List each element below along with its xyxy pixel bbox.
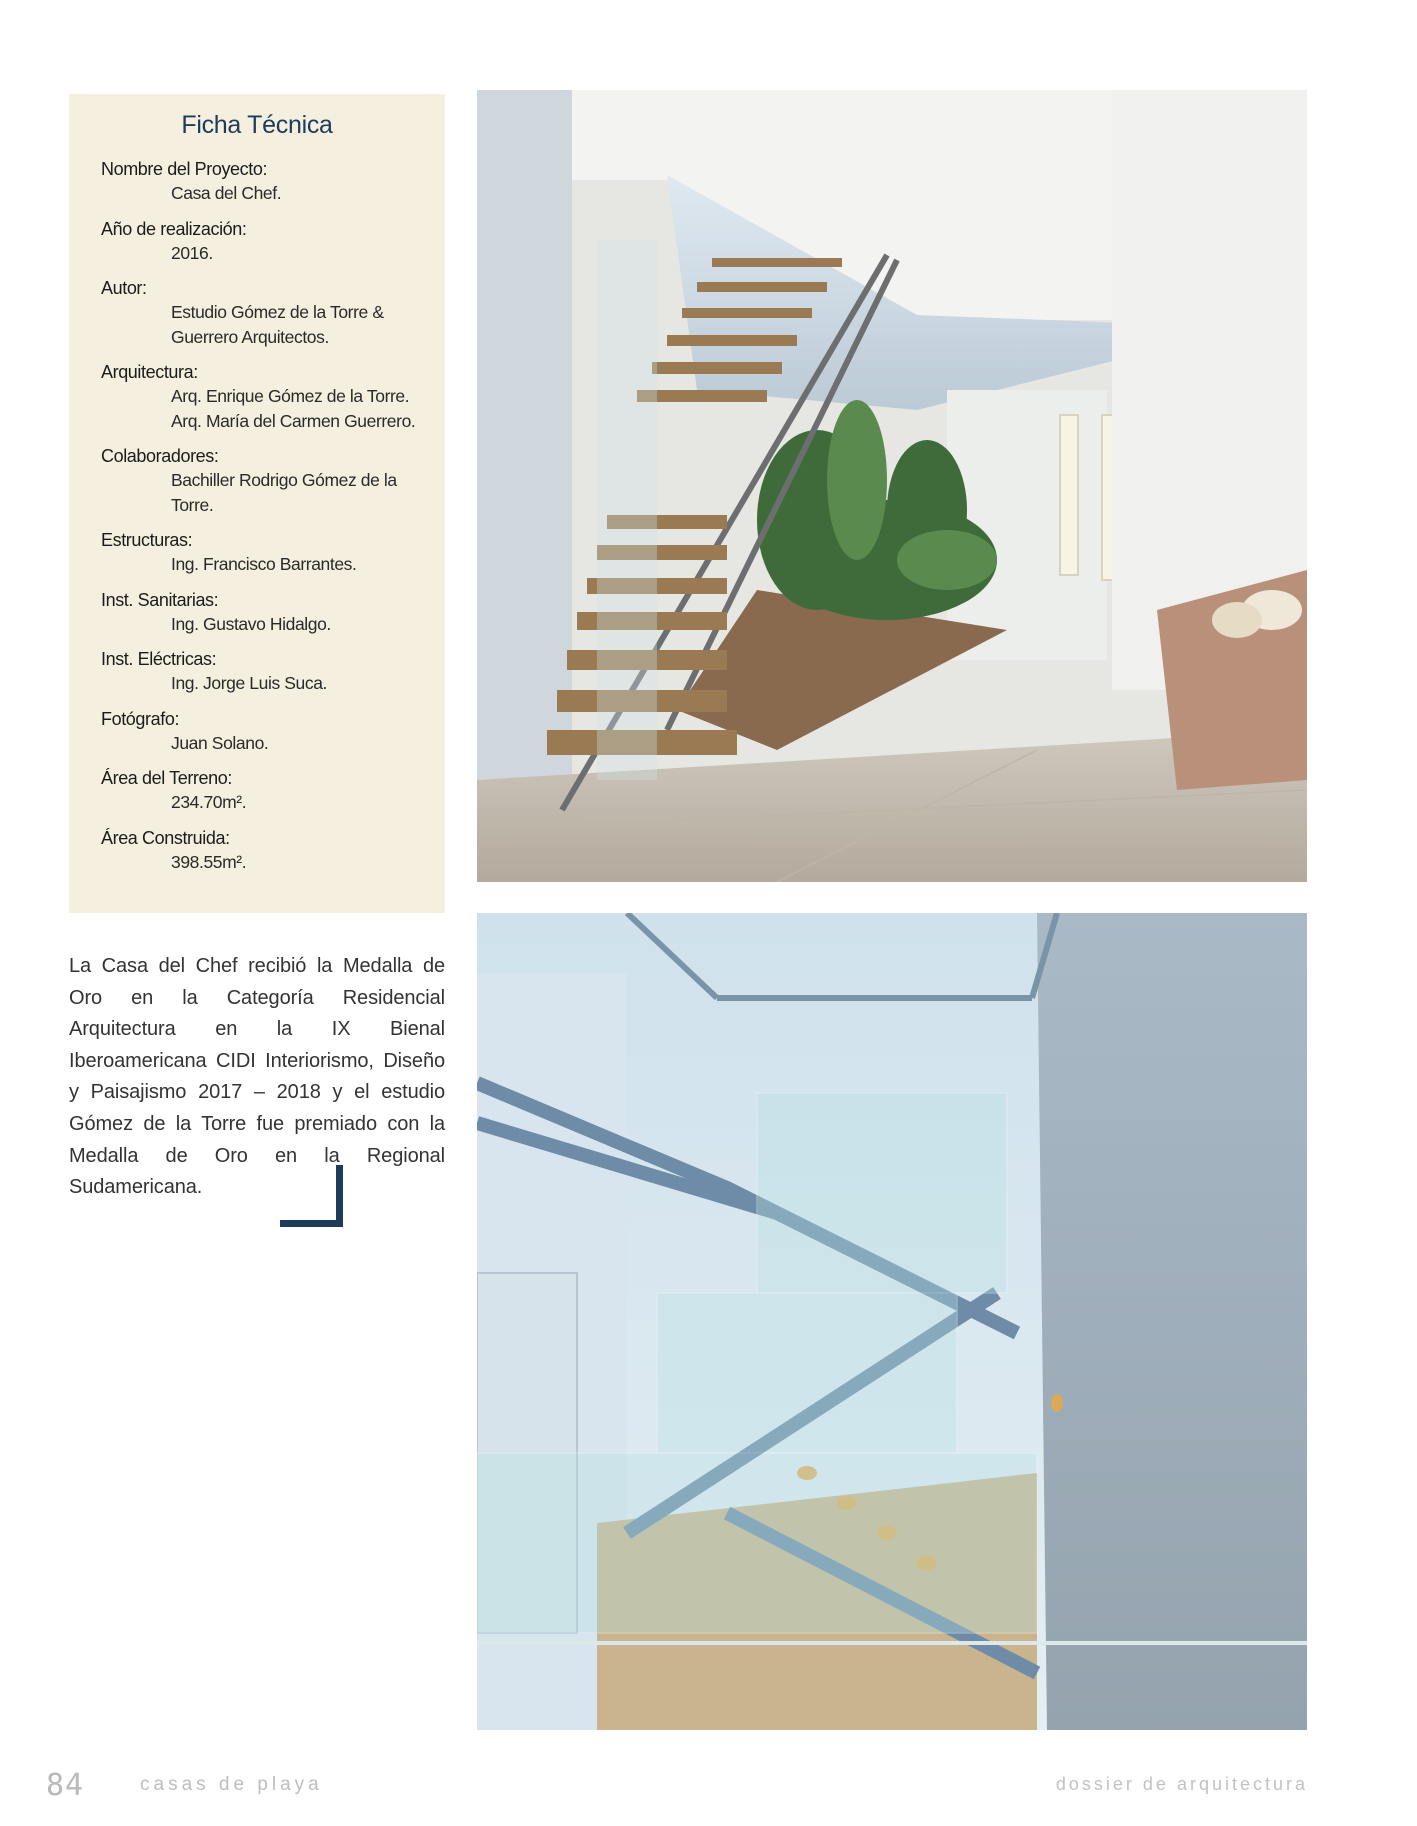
field-label: Estructuras: (101, 530, 193, 550)
technical-sheet (69, 94, 445, 913)
field-label: Colaboradores: (101, 446, 219, 466)
field-photographer (101, 707, 431, 756)
dossier-title: dossier de arquitectura (1055, 1774, 1308, 1794)
field-value: Ing. Jorge Luis Suca. (171, 673, 328, 693)
corner-decoration (280, 1165, 343, 1227)
field-architecture (101, 360, 431, 433)
page-number: 84 (46, 1768, 85, 1803)
field-label: Año de realización: (101, 218, 247, 239)
field-value: Ing. Francisco Barrantes. (171, 554, 357, 574)
field-value: Estudio Gómez de la Torre & Guerrero Arquitectos. (171, 302, 384, 347)
award-paragraph: La Casa del Chef recibió la Medalla de Oro en la Categoría Residencial Arquitectura en la IX Bienal Iberoamericana CIDI Interiorismo, Diseño y Paisajismo 2017 – 2018 y el estudio Gómez de la Torre fue premiado con la Medalla de Oro en la Regional Sudamericana. (69, 955, 445, 1199)
field-label: Inst. Sanitarias: (101, 589, 219, 610)
technical-sheet-title: Ficha Técnica (181, 111, 333, 139)
field-year (101, 217, 431, 266)
field-label: Arquitectura: (101, 362, 198, 382)
photo-interior-stair (477, 90, 1307, 882)
field-value: Casa del Chef. (171, 183, 282, 203)
field-value: 234.70m². (171, 792, 247, 812)
field-land-area (101, 766, 431, 815)
field-label: Área del Terreno: (101, 768, 232, 788)
field-label: Fotógrafo: (101, 708, 180, 729)
field-built-area (101, 826, 431, 875)
field-label: Inst. Eléctricas: (101, 649, 217, 669)
technical-sheet-fields (101, 157, 431, 885)
field-label: Nombre del Proyecto: (101, 159, 268, 179)
field-value: Juan Solano. (171, 732, 269, 753)
field-electrical (101, 647, 431, 696)
section-title: casas de playa (140, 1774, 323, 1795)
field-collaborators (101, 444, 431, 517)
field-label: Autor: (101, 278, 147, 298)
field-value: 398.55m². (171, 851, 247, 872)
field-author (101, 276, 431, 349)
field-structures (101, 528, 431, 577)
field-value: Bachiller Rodrigo Gómez de la Torre. (171, 470, 397, 515)
field-label: Área Construida: (101, 827, 230, 848)
field-project-name (101, 157, 431, 206)
field-value: Arq. Enrique Gómez de la Torre. Arq. María del Carmen Guerrero. (171, 386, 416, 431)
field-value: Ing. Gustavo Hidalgo. (171, 613, 331, 634)
field-sanitary (101, 588, 431, 637)
field-value: 2016. (171, 242, 213, 263)
photo-stairwell (477, 913, 1307, 1730)
